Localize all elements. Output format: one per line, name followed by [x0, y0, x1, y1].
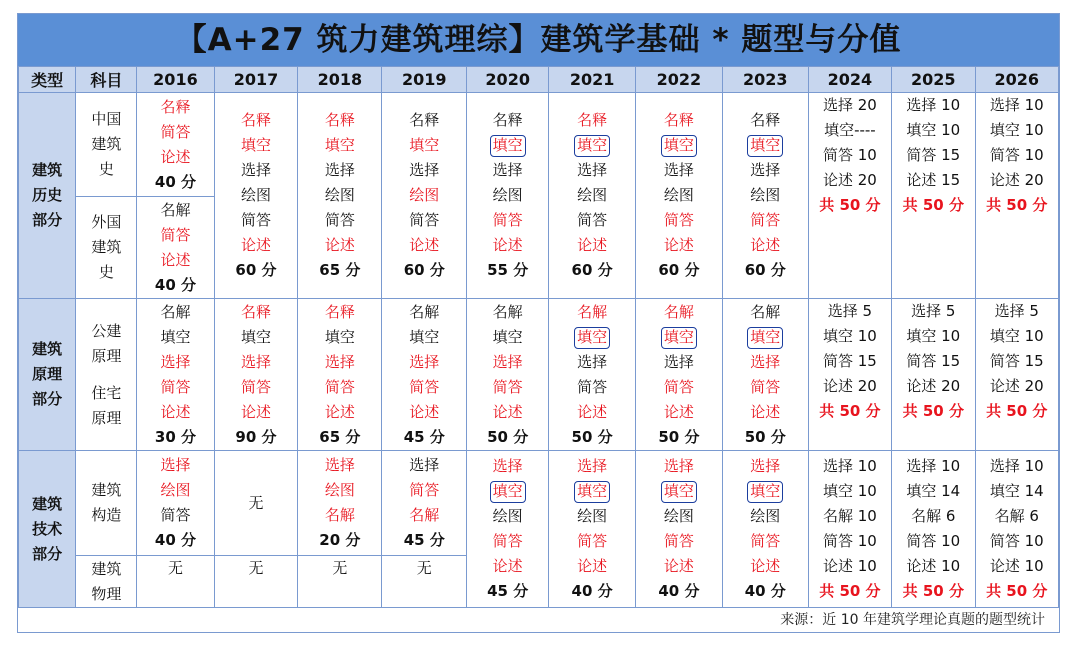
cell-entry: 选择 — [324, 352, 355, 371]
cell-entry: 论述 — [324, 402, 355, 421]
boxed-entry: 填空 — [490, 481, 526, 503]
cell-entry: 绘图 — [663, 507, 694, 525]
cell-entry: 选择 20 — [822, 96, 877, 114]
cell-entry: 填空 — [409, 136, 440, 154]
cell-entry: 选择 5 — [827, 302, 873, 320]
cell-entry: 共 50 分 — [986, 402, 1048, 420]
cell-entry: 简答 — [160, 506, 191, 524]
cell-entry: 绘图 — [492, 186, 523, 204]
header-year: 2017 — [214, 67, 298, 93]
cell-tech-2021 — [549, 451, 636, 608]
cell-entry: 绘图 — [577, 186, 608, 204]
table-frame — [17, 13, 1060, 633]
cell-entry: 选择 5 — [994, 302, 1039, 320]
cell-entry: 论述 20 — [989, 377, 1044, 395]
cell-entry: 选择 10 — [989, 96, 1044, 114]
cell-entry: 共 50 分 — [902, 402, 964, 420]
cell-entry: 简答 — [577, 377, 608, 396]
cell-entry: 绘图 — [324, 186, 355, 204]
cell-principle-2019 — [382, 299, 467, 451]
cell-construction-2018 — [298, 451, 382, 556]
page-title: 【A+27 筑力建筑理综】建筑学基础 * 题型与分值 — [18, 14, 1059, 66]
cell-entry: 简答 — [240, 377, 271, 396]
cell-principle-2020 — [467, 299, 549, 451]
cell-entry: 简答 10 — [906, 532, 961, 550]
cell-entry: 名释 — [324, 302, 355, 321]
cell-entry: 简答 — [324, 211, 355, 229]
cell-entry: 论述 20 — [822, 377, 877, 395]
cell-history-2020 — [467, 93, 549, 299]
cell-history-2021 — [549, 93, 636, 299]
cell-entry: 共 50 分 — [819, 582, 881, 600]
cell-entry: 选择 — [492, 352, 523, 371]
subject-principle: 公建 原理 住宅 原理 — [76, 299, 137, 451]
cell-entry: 简答 — [409, 481, 440, 499]
cell-entry: 论述 — [750, 402, 781, 421]
cell-entry: 论述 — [663, 557, 694, 575]
cell-tech-2024 — [808, 451, 891, 608]
cell-entry: 60 分 — [658, 261, 700, 279]
header-type: 类型 — [19, 67, 76, 93]
header-year: 2024 — [808, 67, 891, 93]
cell-physics-2016: 无 — [137, 556, 214, 608]
cell-entry: 简答 10 — [989, 532, 1044, 550]
cell-entry: 选择 — [577, 457, 608, 475]
cell-entry: 40 分 — [154, 531, 196, 549]
cell-entry: 简答 15 — [822, 352, 877, 370]
boxed-entry: 填空 — [574, 327, 610, 349]
cell-entry: 名解 — [409, 506, 440, 524]
cell-principle-2018 — [298, 299, 382, 451]
cell-entry: 名释 — [663, 111, 694, 129]
cell-entry: 填空 10 — [822, 327, 877, 345]
cell-entry — [636, 325, 722, 350]
cell-entry: 40 分 — [744, 582, 786, 600]
cell-entry: 绘图 — [160, 481, 191, 499]
cell-entry: 填空 — [240, 327, 271, 346]
cell-entry: 选择 10 — [906, 457, 961, 475]
cell-entry: 选择 10 — [906, 96, 961, 114]
source-note: 来源：近 10 年建筑学理论真题的题型统计 — [780, 612, 1045, 628]
cell-principle-2016 — [137, 299, 214, 451]
cell-principle-2021 — [549, 299, 636, 451]
header-year: 2018 — [298, 67, 382, 93]
cell-entry: 填空 — [492, 327, 523, 346]
cell-construction-2016 — [137, 451, 214, 556]
cell-entry: 50 分 — [744, 427, 786, 446]
cell-entry: 绘图 — [663, 186, 694, 204]
cell-entry: 20 分 — [319, 531, 361, 549]
cell-entry: 名解 6 — [994, 507, 1039, 525]
cell-entry: 论述 — [240, 236, 271, 254]
cell-entry: 名释 — [409, 111, 440, 129]
cell-entry: 选择 — [160, 456, 191, 474]
header-year: 2016 — [137, 67, 214, 93]
cell-entry: 简答 — [324, 377, 355, 396]
cell-entry: 论述 — [663, 402, 694, 421]
cell-entry: 论述 20 — [822, 171, 877, 189]
cell-entry: 选择 — [750, 457, 781, 475]
cell-entry: 简答 10 — [822, 146, 877, 164]
cell-principle-2025 — [892, 299, 975, 451]
cell-history-2024 — [808, 93, 891, 299]
cell-entry: 名解 — [160, 200, 191, 219]
cell-entry: 30 分 — [154, 427, 196, 446]
cell-entry: 名解 — [409, 302, 440, 321]
boxed-entry: 填空 — [661, 481, 697, 503]
cell-entry: 共 50 分 — [819, 402, 881, 420]
cell-entry: 简答 — [663, 211, 694, 229]
cell-entry — [723, 325, 808, 350]
cell-entry — [636, 479, 722, 504]
cell-entry — [723, 479, 808, 504]
cell-entry: 选择 — [240, 161, 271, 179]
cell-entry: 填空 — [409, 327, 440, 346]
cell-entry: 选择 — [240, 352, 271, 371]
cell-entry: 无 — [248, 493, 264, 512]
cell-construction-2019 — [382, 451, 467, 556]
cell-entry: 论述 — [750, 557, 781, 575]
cell-entry: 选择 — [577, 352, 608, 371]
cell-entry — [467, 133, 548, 158]
cell-tech-2020 — [467, 451, 549, 608]
header-subject: 科目 — [76, 67, 137, 93]
cell-entry: 选择 — [492, 457, 523, 475]
cell-entry: 简答 — [750, 211, 781, 229]
cell-entry: 简答 — [663, 377, 694, 396]
cell-entry: 共 50 分 — [986, 196, 1048, 214]
subject-cn-history: 中国 建筑 史 — [76, 93, 137, 197]
type-principle: 建筑 原理 部分 — [19, 299, 76, 451]
cell-entry: 55 分 — [487, 261, 529, 279]
cell-entry: 简答 — [160, 377, 191, 396]
cell-entry: 绘图 — [409, 186, 440, 204]
boxed-entry: 填空 — [661, 327, 697, 349]
cell-entry: 共 50 分 — [986, 582, 1048, 600]
cell-entry: 论述 15 — [906, 171, 961, 189]
boxed-entry: 填空 — [574, 481, 610, 503]
cell-entry: 45 分 — [403, 531, 445, 549]
cell-entry: 60 分 — [403, 261, 445, 279]
cell-entry: 选择 — [160, 352, 191, 371]
cell-history-2018 — [298, 93, 382, 299]
cell-entry: 简答 — [160, 225, 191, 244]
cell-entry: 论述 — [577, 402, 608, 421]
cell-entry: 简答 — [240, 211, 271, 229]
cell-entry: 名释 — [240, 111, 271, 129]
cell-entry: 简答 — [160, 122, 191, 141]
cell-entry: 选择 — [750, 161, 781, 179]
cell-entry: 40 分 — [154, 275, 196, 294]
cell-entry: 绘图 — [577, 507, 608, 525]
cell-entry: 40 分 — [658, 582, 700, 600]
cell-entry: 论述 20 — [906, 377, 961, 395]
cell-entry: 简答 — [492, 377, 523, 396]
cell-physics-2019: 无 — [382, 556, 467, 608]
cell-entry: 名解 — [663, 302, 694, 321]
cell-entry: 简答 — [750, 377, 781, 396]
cell-entry: 40 分 — [571, 582, 613, 600]
cell-tech-2026 — [975, 451, 1059, 608]
cell-entry: 简答 — [492, 532, 523, 550]
cell-entry: 绘图 — [750, 186, 781, 204]
cell-entry: 简答 15 — [906, 146, 961, 164]
cell-entry: 论述 — [663, 236, 694, 254]
cell-entry: 填空 — [160, 327, 191, 346]
cell-entry: 论述 10 — [822, 557, 877, 575]
cell-principle-2026 — [975, 299, 1059, 451]
cell-entry: 论述 — [492, 557, 523, 575]
cell-entry: 名释 — [750, 111, 781, 129]
cell-entry: 填空 10 — [989, 121, 1044, 139]
cell-entry: 填空 — [324, 327, 355, 346]
boxed-entry: 填空 — [747, 481, 783, 503]
cell-entry: 名解 — [492, 302, 523, 321]
cell-history-2025 — [892, 93, 975, 299]
cell-entry: 选择 — [324, 161, 355, 179]
cell-entry: 名释 — [492, 111, 523, 129]
header-year: 2025 — [892, 67, 975, 93]
cell-entry: 论述 — [160, 147, 191, 166]
type-tech: 建筑 技术 部分 — [19, 451, 76, 608]
header-row — [19, 67, 1059, 93]
cell-entry: 简答 15 — [906, 352, 961, 370]
boxed-entry: 填空 — [747, 327, 783, 349]
cell-entry: 选择 — [409, 161, 440, 179]
cell-entry: 论述 — [240, 402, 271, 421]
cell-entry: 填空---- — [824, 121, 876, 139]
cell-history-2016-cn — [137, 93, 214, 197]
cell-entry: 选择 — [324, 456, 355, 474]
cell-entry: 填空 14 — [906, 482, 961, 500]
cell-principle-2017 — [214, 299, 298, 451]
cell-entry: 选择 — [409, 456, 440, 474]
cell-entry: 名解 6 — [911, 507, 956, 525]
cell-entry: 填空 10 — [822, 482, 877, 500]
cell-entry: 共 50 分 — [902, 582, 964, 600]
cell-entry: 简答 — [409, 377, 440, 396]
cell-construction-2017 — [214, 451, 298, 556]
cell-entry: 共 50 分 — [819, 196, 881, 214]
cell-entry: 40 分 — [154, 172, 196, 191]
cell-entry: 名解 10 — [822, 507, 877, 525]
cell-entry: 绘图 — [240, 186, 271, 204]
cell-entry: 简答 15 — [989, 352, 1044, 370]
cell-entry: 45 分 — [403, 427, 445, 446]
header-year: 2019 — [382, 67, 467, 93]
cell-entry: 名释 — [160, 97, 191, 116]
cell-entry: 绘图 — [324, 481, 355, 499]
header-year: 2022 — [636, 67, 723, 93]
cell-entry: 论述 — [324, 236, 355, 254]
cell-history-2017 — [214, 93, 298, 299]
subject-foreign-history: 外国 建筑 史 — [76, 197, 137, 299]
cell-entry — [549, 479, 635, 504]
cell-entry: 选择 — [492, 161, 523, 179]
boxed-entry: 填空 — [661, 135, 697, 157]
cell-entry: 50 分 — [658, 427, 700, 446]
cell-entry: 名释 — [240, 302, 271, 321]
cell-entry: 65 分 — [319, 261, 361, 279]
cell-entry: 50 分 — [487, 427, 529, 446]
cell-tech-2025 — [892, 451, 975, 608]
cell-history-2019 — [382, 93, 467, 299]
cell-entry: 50 分 — [571, 427, 613, 446]
header-year: 2026 — [975, 67, 1059, 93]
cell-entry: 65 分 — [319, 427, 361, 446]
cell-entry: 名解 — [750, 302, 781, 321]
cell-entry: 名释 — [324, 111, 355, 129]
cell-physics-2017: 无 — [214, 556, 298, 608]
cell-entry: 填空 — [324, 136, 355, 154]
header-year: 2023 — [722, 67, 808, 93]
cell-entry: 简答 — [409, 211, 440, 229]
cell-entry: 论述 — [409, 402, 440, 421]
cell-entry: 简答 — [663, 532, 694, 550]
boxed-entry: 填空 — [574, 135, 610, 157]
cell-entry: 论述 — [492, 402, 523, 421]
cell-physics-2018: 无 — [298, 556, 382, 608]
cell-entry: 60 分 — [235, 261, 277, 279]
cell-entry: 简答 — [492, 211, 523, 229]
cell-entry: 90 分 — [235, 427, 277, 446]
cell-entry: 论述 — [492, 236, 523, 254]
cell-entry: 选择 — [663, 457, 694, 475]
cell-entry: 论述 — [577, 557, 608, 575]
tech-row-construction — [19, 451, 1059, 556]
cell-entry: 论述 10 — [906, 557, 961, 575]
cell-entry: 论述 20 — [989, 171, 1044, 189]
subject-construction: 建筑 构造 — [76, 451, 137, 556]
cell-entry: 填空 — [240, 136, 271, 154]
cell-entry: 论述 — [160, 402, 191, 421]
header-year: 2020 — [467, 67, 549, 93]
cell-entry: 论述 — [750, 236, 781, 254]
cell-entry: 填空 10 — [989, 327, 1044, 345]
cell-entry: 简答 — [577, 532, 608, 550]
cell-history-2026 — [975, 93, 1059, 299]
cell-history-2022 — [636, 93, 723, 299]
cell-entry: 论述 — [160, 250, 191, 269]
cell-entry: 简答 10 — [822, 532, 877, 550]
cell-entry — [723, 133, 808, 158]
cell-entry: 名释 — [577, 111, 608, 129]
cell-entry: 简答 — [750, 532, 781, 550]
cell-entry: 选择 — [577, 161, 608, 179]
cell-entry — [467, 479, 548, 504]
cell-history-2016-foreign — [137, 197, 214, 299]
cell-entry: 绘图 — [492, 507, 523, 525]
cell-entry: 名解 — [324, 506, 355, 524]
cell-entry: 选择 — [750, 352, 781, 371]
cell-entry: 填空 10 — [906, 327, 961, 345]
cell-entry: 选择 — [409, 352, 440, 371]
cell-entry: 共 50 分 — [902, 196, 964, 214]
header-year: 2021 — [549, 67, 636, 93]
cell-entry: 填空 14 — [989, 482, 1044, 500]
cell-entry: 名解 — [160, 302, 191, 321]
cell-entry: 60 分 — [744, 261, 786, 279]
cell-entry: 简答 — [577, 211, 608, 229]
cell-tech-2023 — [722, 451, 808, 608]
cell-entry: 选择 5 — [911, 302, 956, 320]
boxed-entry: 填空 — [490, 135, 526, 157]
cell-principle-2024 — [808, 299, 891, 451]
cell-principle-2022 — [636, 299, 723, 451]
cell-entry: 填空 10 — [906, 121, 961, 139]
cell-entry — [549, 133, 635, 158]
cell-entry: 论述 — [577, 236, 608, 254]
subject-physics: 建筑 物理 — [76, 556, 137, 608]
cell-tech-2022 — [636, 451, 723, 608]
cell-entry: 绘图 — [750, 507, 781, 525]
cell-entry: 选择 — [663, 352, 694, 371]
cell-entry: 选择 10 — [822, 457, 877, 475]
type-history: 建筑 历史 部分 — [19, 93, 76, 299]
boxed-entry: 填空 — [747, 135, 783, 157]
cell-entry — [549, 325, 635, 350]
cell-entry: 45 分 — [487, 582, 529, 600]
question-type-table — [18, 66, 1059, 608]
cell-entry: 60 分 — [571, 261, 613, 279]
cell-entry: 选择 10 — [989, 457, 1044, 475]
cell-entry — [636, 133, 722, 158]
cell-principle-2023 — [722, 299, 808, 451]
principle-row — [19, 299, 1059, 451]
cell-entry: 简答 10 — [989, 146, 1044, 164]
cell-entry: 选择 — [663, 161, 694, 179]
cell-entry: 论述 — [409, 236, 440, 254]
cell-history-2023 — [722, 93, 808, 299]
history-row-cn — [19, 93, 1059, 197]
cell-entry: 论述 10 — [989, 557, 1044, 575]
cell-entry: 名解 — [577, 302, 608, 321]
